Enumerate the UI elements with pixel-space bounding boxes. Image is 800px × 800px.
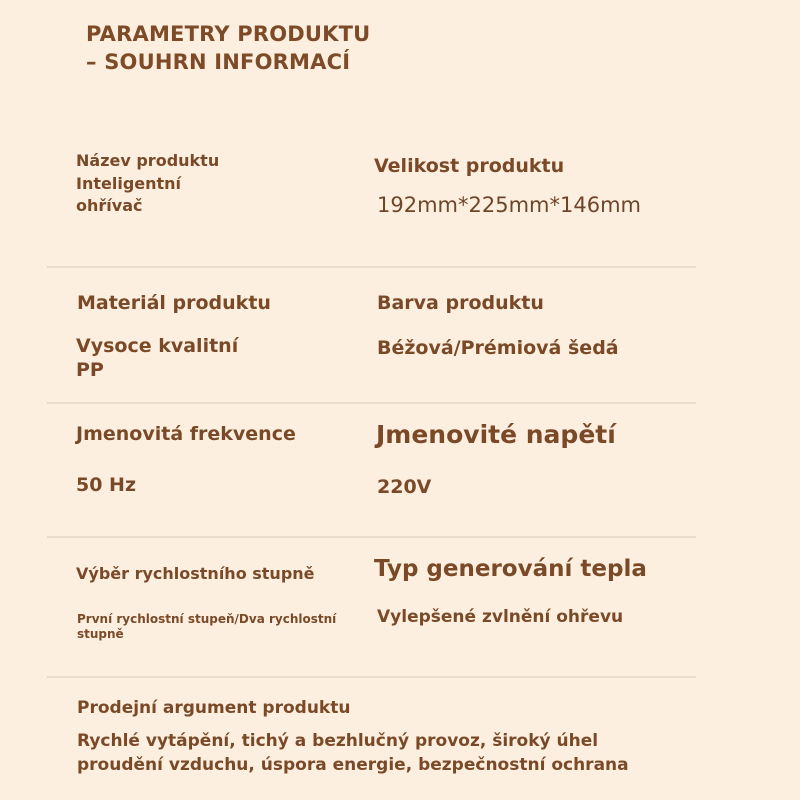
selling-argument-label: Prodejní argument produktu	[77, 698, 351, 718]
product-size-value: 192mm*225mm*146mm	[377, 193, 641, 217]
frequency-label: Jmenovitá frekvence	[76, 423, 296, 445]
title-line-1: PARAMETRY PRODUKTU	[86, 22, 371, 46]
divider	[47, 402, 696, 404]
material-label: Materiál produktu	[77, 292, 271, 314]
title-line-2: – SOUHRN INFORMACÍ	[86, 50, 351, 74]
color-value: Béžová/Prémiová šedá	[377, 337, 619, 359]
product-size-label: Velikost produktu	[374, 155, 565, 177]
divider	[47, 536, 696, 538]
heat-type-value: Vylepšené zvlnění ohřevu	[377, 607, 624, 627]
frequency-value: 50 Hz	[76, 474, 137, 496]
selling-argument-line-2: proudění vzduchu, úspora energie, bezpečnostní ochrana	[77, 755, 629, 775]
speed-selection-value: První rychlostní stupeň/Dva rychlostní stupně	[77, 612, 337, 641]
material-value: Vysoce kvalitní PP	[76, 335, 239, 381]
divider	[47, 266, 696, 268]
voltage-label: Jmenovité napětí	[376, 420, 616, 449]
divider	[47, 676, 696, 678]
product-name-value: Inteligentní ohřívač	[76, 174, 182, 215]
heat-type-label: Typ generování tepla	[374, 556, 647, 582]
selling-argument-line-1: Rychlé vytápění, tichý a bezhlučný provoz, široký úhel	[77, 731, 599, 751]
voltage-value: 220V	[377, 476, 432, 498]
speed-selection-label: Výběr rychlostního stupně	[76, 564, 315, 583]
product-name-label: Název produktu	[76, 151, 220, 170]
color-label: Barva produktu	[377, 292, 544, 314]
page-title	[86, 20, 370, 76]
